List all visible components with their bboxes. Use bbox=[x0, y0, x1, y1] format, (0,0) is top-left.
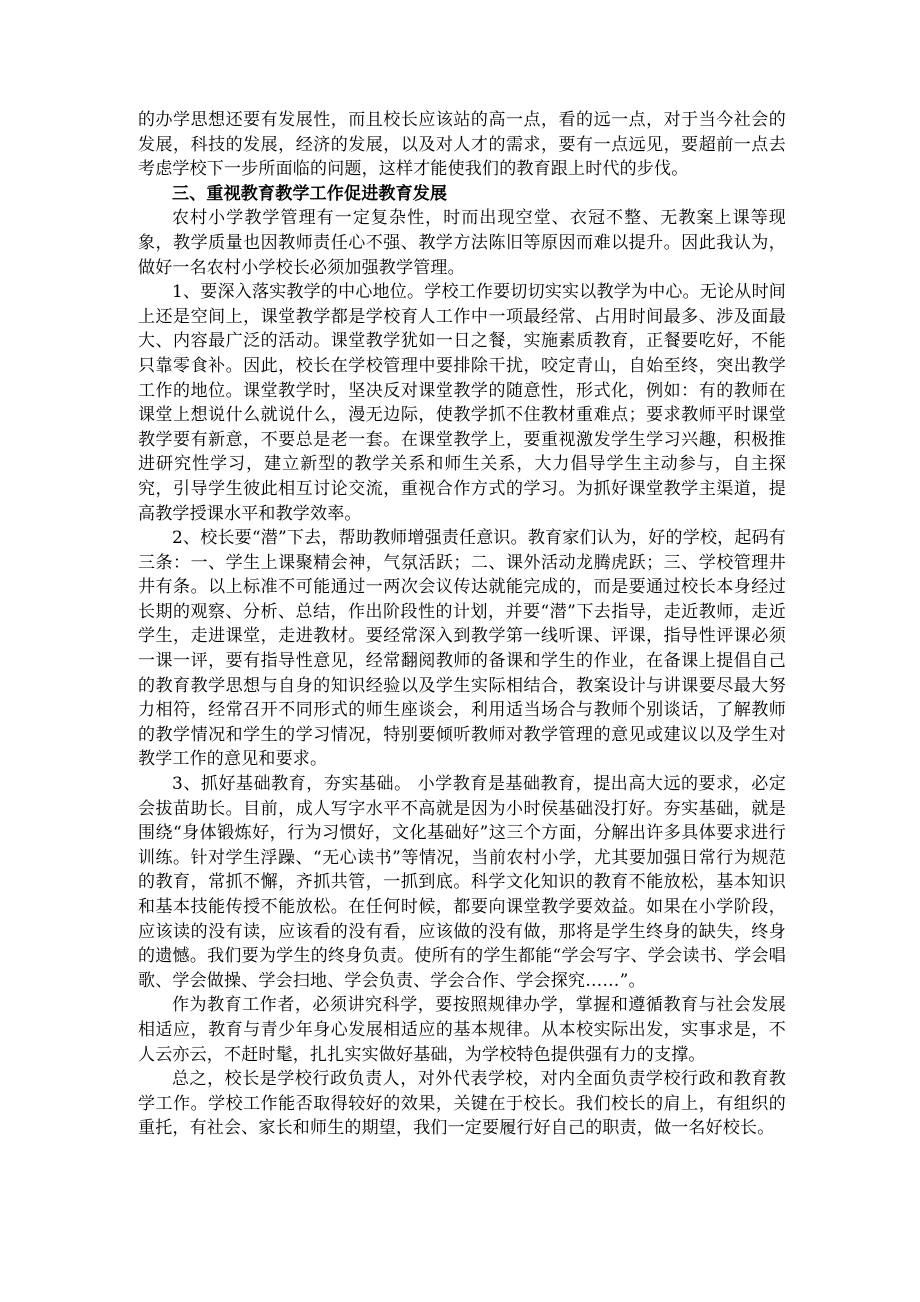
paragraph-teaching-management: 农村小学教学管理有一定复杂性，时而出现空堂、衣冠不整、无教案上课等现象，教学质量也因教师责任心不强、教学方法陈旧等原因而难以提升。因此我认为，做好一名农村小学校长必须加强教学管理。 bbox=[138, 208, 786, 278]
paragraph-point-1: 1、要深入落实教学的中心地位。学校工作要切切实实以教学为中心。无论从时间上还是空间上，课堂教学都是学校育人工作中一项最经常、占用时间最多、涉及面最大、内容最广泛的活动。课堂教学犹如一日之餐，实施素质教育，正餐要吃好，不能只靠零食补。因此，校长在学校管理中要排除干扰，咬定青山，自始至终，突出教学工作的地位。课堂教学时，坚决反对课堂教学的随意性，形式化，例如：有的教师在课堂上想说什么就说什么，漫无边际，使教学抓不住教材重难点；要求教师平时课堂教学要有新意，不要总是老一套。在课堂教学上，要重视激发学生学习兴趣，积极推进研究性学习，建立新型的教学关系和师生关系，大力倡导学生主动参与，自主探究，引导学生彼此相互讨论交流，重视合作方式的学习。为抓好课堂教学主渠道，提高教学授课水平和教学效率。 bbox=[138, 282, 786, 524]
section-heading-3: 三、重视教育教学工作促进教育发展 bbox=[172, 183, 448, 204]
paragraph-intro: 的办学思想还要有发展性，而且校长应该站的高一点，看的远一点，对于当今社会的发展，科技的发展，经济的发展，以及对人才的需求，要有一点远见，要超前一点去考虑学校下一步所面临的问题，这样才能使我们的教育跟上时代的步伐。 bbox=[138, 110, 786, 180]
paragraph-point-3: 3、抓好基础教育，夯实基础。 小学教育是基础教育，提出高大远的要求，必定会拔苗助长。目前，成人写字水平不高就是因为小时侯基础没打好。夯实基础，就是围绕“身体锻炼好，行为习惯好，文化基础好”这三个方面，分解出许多具体要求进行训练。针对学生浮躁、“无心读书”等情况，当前农村小学，尤其要加强日常行为规范的教育，常抓不懈，齐抓共管，一抓到底。科学文化知识的教育不能放松，基本知识和基本技能传授不能放松。在任何时候，都要向课堂教学要效益。如果在小学阶段，应该读的没有读，应该看的没有看，应该做的没有做，那将是学生终身的缺失，终身的遗憾。我们要为学生的终身负责。使所有的学生都能“学会写字、学会读书、学会唱歌、学会做操、学会扫地、学会负责、学会合作、学会探究……”。 bbox=[138, 774, 786, 991]
paragraph-point-2: 2、校长要“潜”下去，帮助教师增强责任意识。教育家们认为，好的学校，起码有三条：一、学生上课聚精会神，气氛活跃；二、课外活动龙腾虎跃；三、学校管理井井有条。以上标准不可能通过一两次会议传达就能完成的，而是要通过校长本身经过长期的观察、分析、总结，作出阶段性的计划，并要“潜”下去指导，走近教师，走近学生，走进课堂，走进教材。要经常深入到教学第一线听课、评课，指导性评课必须一课一评，要有指导性意见，经常翻阅教师的备课和学生的作业，在备课上提倡自己的教育教学思想与自身的知识经验以及学生实际相结合，教案设计与讲课要尽最大努力相符，经常召开不同形式的师生座谈会，利用适当场合与教师个别谈话，了解教师的教学情况和学生的学习情况，特别要倾听教师对教学管理的意见或建议以及学生对教学工作的意见和要求。 bbox=[138, 528, 786, 770]
document-page bbox=[138, 108, 786, 1141]
paragraph-conclusion: 总之，校长是学校行政负责人，对外代表学校，对内全面负责学校行政和教育教学工作。学校工作能否取得较好的效果，关键在于校长。我们校长的肩上，有组织的重托，有社会、家长和师生的期望，我们一定要履行好自己的职责，做一名好校长。 bbox=[138, 1069, 786, 1139]
paragraph-educator: 作为教育工作者，必须讲究科学，要按照规律办学，掌握和遵循教育与社会发展相适应，教育与青少年身心发展相适应的基本规律。从本校实际出发，实事求是，不人云亦云，不赶时髦，扎扎实实做好基础，为学校特色提供强有力的支撑。 bbox=[138, 995, 786, 1065]
